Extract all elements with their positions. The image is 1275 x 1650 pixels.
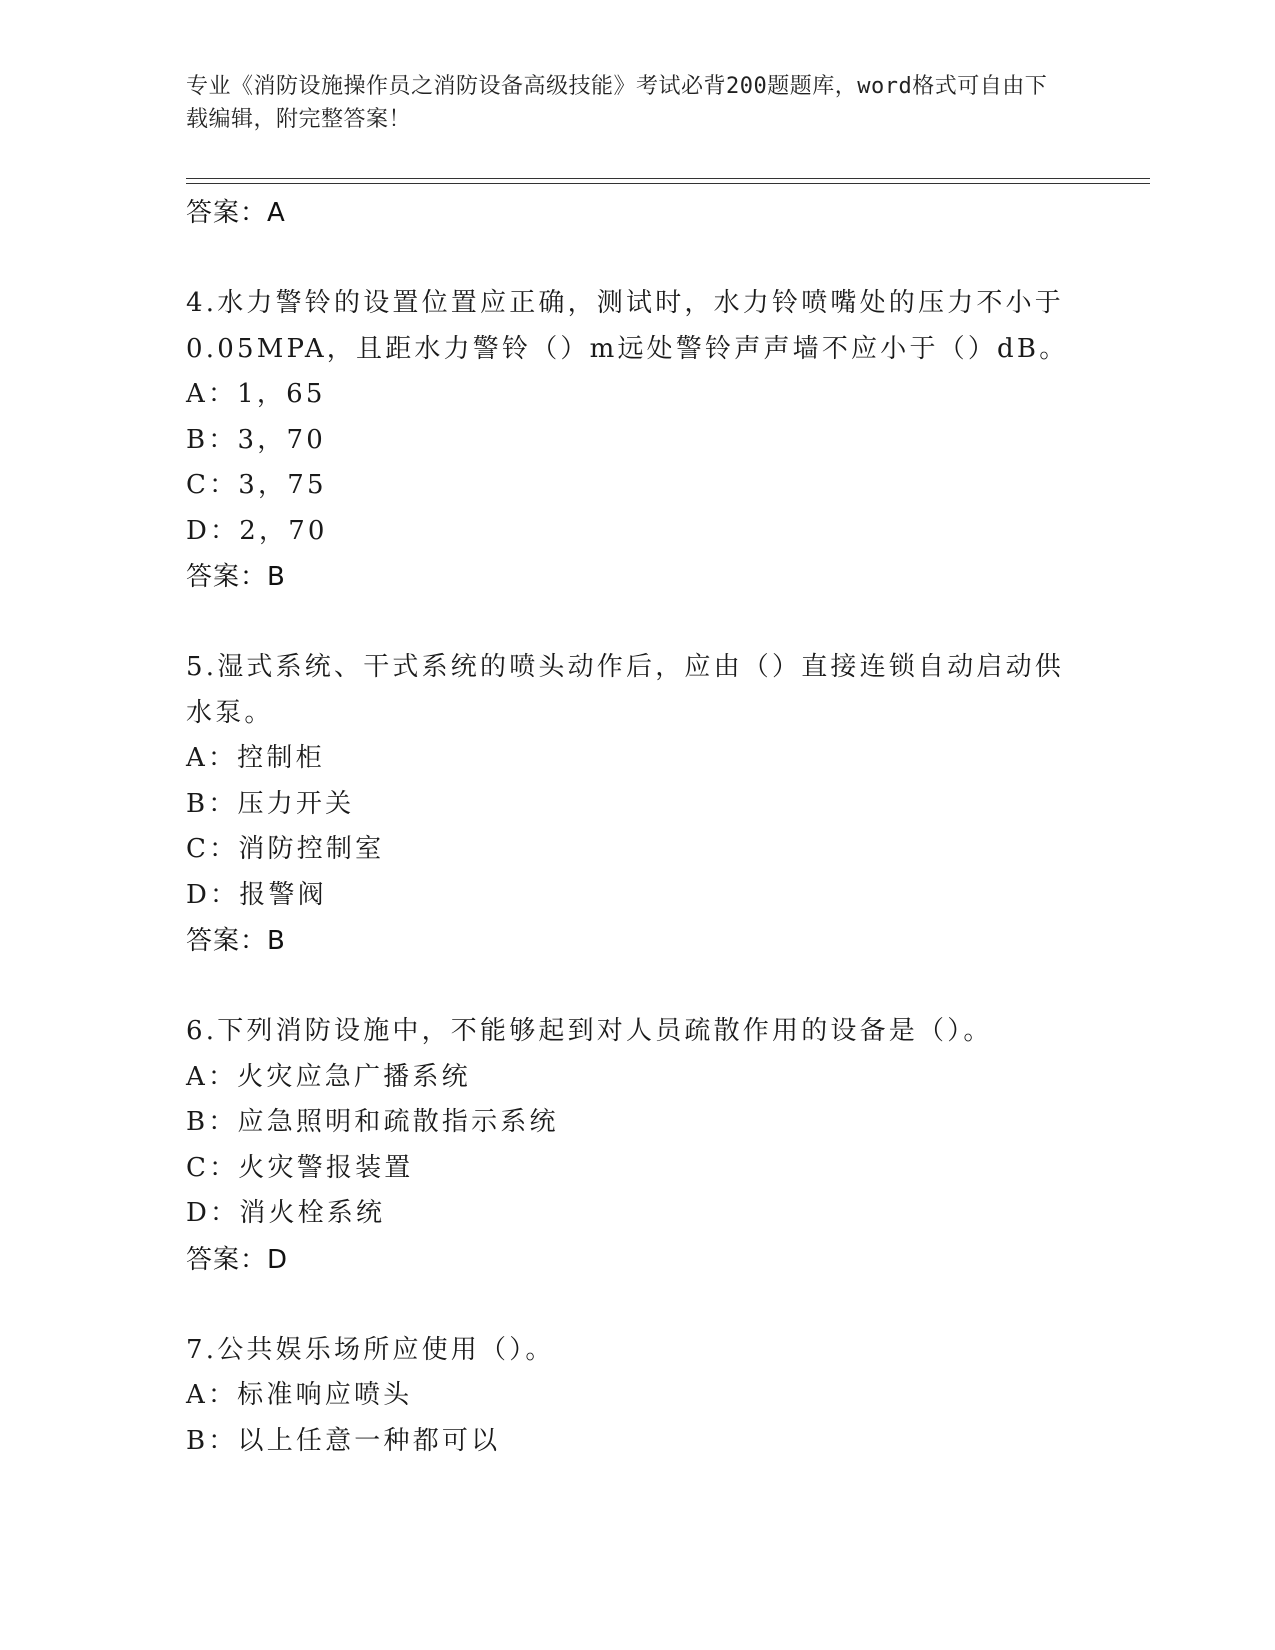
question-text: 5.湿式系统、干式系统的喷头动作后，应由（）直接连锁自动启动供水泵。 xyxy=(186,652,1065,728)
option-b: B：以上任意一种都可以 xyxy=(186,1425,501,1456)
header-divider xyxy=(186,178,1150,184)
option-a: A：火灾应急广播系统 xyxy=(186,1061,471,1092)
option-c: C：火灾警报装置 xyxy=(186,1152,414,1183)
answer: 答案：B xyxy=(186,926,286,956)
option-d: D：2，70 xyxy=(186,515,328,546)
option-a: A：1，65 xyxy=(186,379,326,409)
question-text: 6.下列消防设施中，不能够起到对人员疏散作用的设备是（）。 xyxy=(186,1016,993,1046)
question-text: 7.公共娱乐场所应使用（）。 xyxy=(186,1334,555,1365)
option-b: B：应急照明和疏散指示系统 xyxy=(186,1107,559,1137)
answer-prev: 答案：A xyxy=(186,198,286,228)
option-a: A：控制柜 xyxy=(186,743,325,773)
option-b: B：压力开关 xyxy=(186,788,355,819)
question-text: 4.水力警铃的设置位置应正确，测试时，水力铃喷嘴处的压力不小于0.05MPA，且距水力警铃（）m远处警铃声声墙不应小于（）dB。 xyxy=(186,288,1069,364)
option-c: C：3，75 xyxy=(186,470,327,500)
page-header: 专业《消防设施操作员之消防设备高级技能》考试必背200题题库，word格式可自由下载编辑，附完整答案！ xyxy=(186,74,1048,132)
answer: 答案：B xyxy=(186,562,286,592)
question-5 xyxy=(186,645,1086,964)
question-4 xyxy=(186,281,1086,600)
option-a: A：标准响应喷头 xyxy=(186,1380,413,1410)
option-d: D：消火栓系统 xyxy=(186,1198,386,1228)
document-body xyxy=(186,190,1086,1464)
answer: 答案：D xyxy=(186,1244,289,1275)
option-d: D：报警阀 xyxy=(186,879,327,910)
option-c: C：消防控制室 xyxy=(186,834,385,864)
option-b: B：3，70 xyxy=(186,424,326,455)
question-6 xyxy=(186,1009,1086,1283)
question-7 xyxy=(186,1328,1086,1465)
